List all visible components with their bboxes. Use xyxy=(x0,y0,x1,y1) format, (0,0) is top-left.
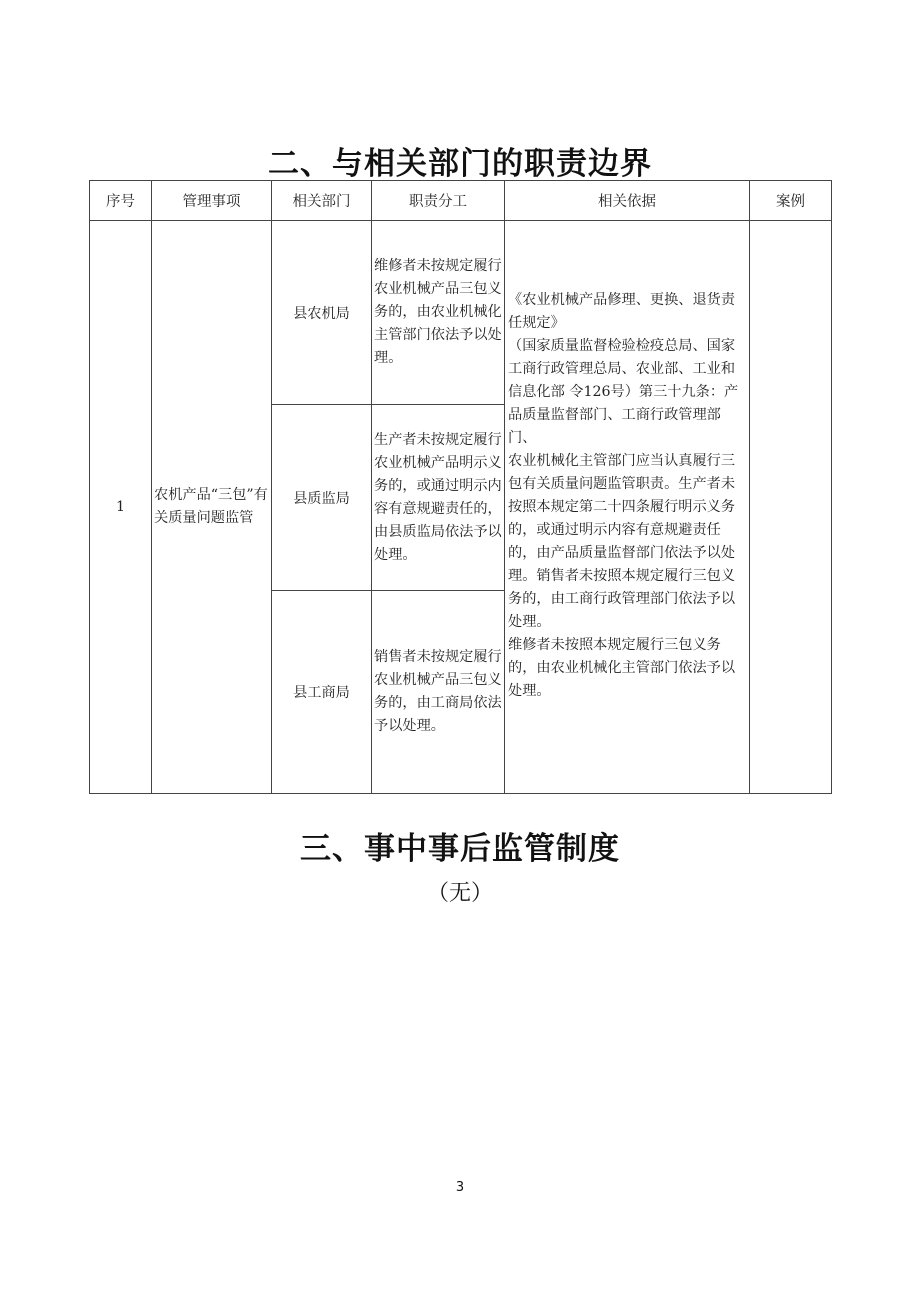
basis-line: 维修者未按照本规定履行三包义务的，由农业机械化主管部门依法予以处理。 xyxy=(508,637,736,699)
header-case: 案例 xyxy=(750,181,832,221)
section-subtitle-none: （无） xyxy=(426,881,493,906)
cell-duty-agri: 维修者未按规定履行农业机械产品三包义务的，由农业机械化主管部门依法予以处理。 xyxy=(372,221,505,405)
responsibility-table xyxy=(89,180,832,794)
header-seq: 序号 xyxy=(90,181,152,221)
basis-line: 《农业机械产品修理、更换、退货责任规定》 xyxy=(508,292,736,331)
page-number: 3 xyxy=(455,1180,465,1195)
section-title-responsibility-boundary: 二、与相关部门的职责边界 xyxy=(268,146,652,182)
cell-dept-agri: 县农机局 xyxy=(272,221,372,405)
cell-case xyxy=(750,221,832,794)
duty-line: 生产者未按规定履行农业机械产品明示义务的，或通过明示内容有意规避责任的， xyxy=(374,431,502,517)
cell-dept-commerce: 县工商局 xyxy=(272,591,372,794)
table-header-row xyxy=(90,181,832,221)
table-row xyxy=(90,221,832,405)
header-dept: 相关部门 xyxy=(272,181,372,221)
cell-duty-quality xyxy=(372,405,505,591)
cell-duty-commerce: 销售者未按规定履行农业机械产品三包义务的，由工商局依法予以处理。 xyxy=(372,591,505,794)
basis-line: 农业机械化主管部门应当认真履行三包有关质量问题监管职责。生产者未按照本规定第二十四条履行明示义务的，或通过明示内容有意规避责任的，由产品质量监督部门依法予以处理。销售者未按照本规定履行三包义务的，由工商行政管理部门依法予以处理。 xyxy=(508,453,736,630)
header-duty: 职责分工 xyxy=(372,181,505,221)
header-basis: 相关依据 xyxy=(505,181,750,221)
cell-basis xyxy=(505,221,750,794)
section-title-supervision-system: 三、事中事后监管制度 xyxy=(300,831,620,867)
header-matter: 管理事项 xyxy=(152,181,272,221)
duty-line: 由县质监局依法予以处理。 xyxy=(374,523,502,563)
basis-line: （国家质量监督检验检疫总局、国家工商行政管理总局、农业部、工业和信息化部 令126号）第三十九条：产品质量监督部门、工商行政管理部门、 xyxy=(508,338,739,446)
cell-dept-quality: 县质监局 xyxy=(272,405,372,591)
cell-matter: 农机产品“三包”有关质量问题监管 xyxy=(152,221,272,794)
cell-seq: 1 xyxy=(90,221,152,794)
